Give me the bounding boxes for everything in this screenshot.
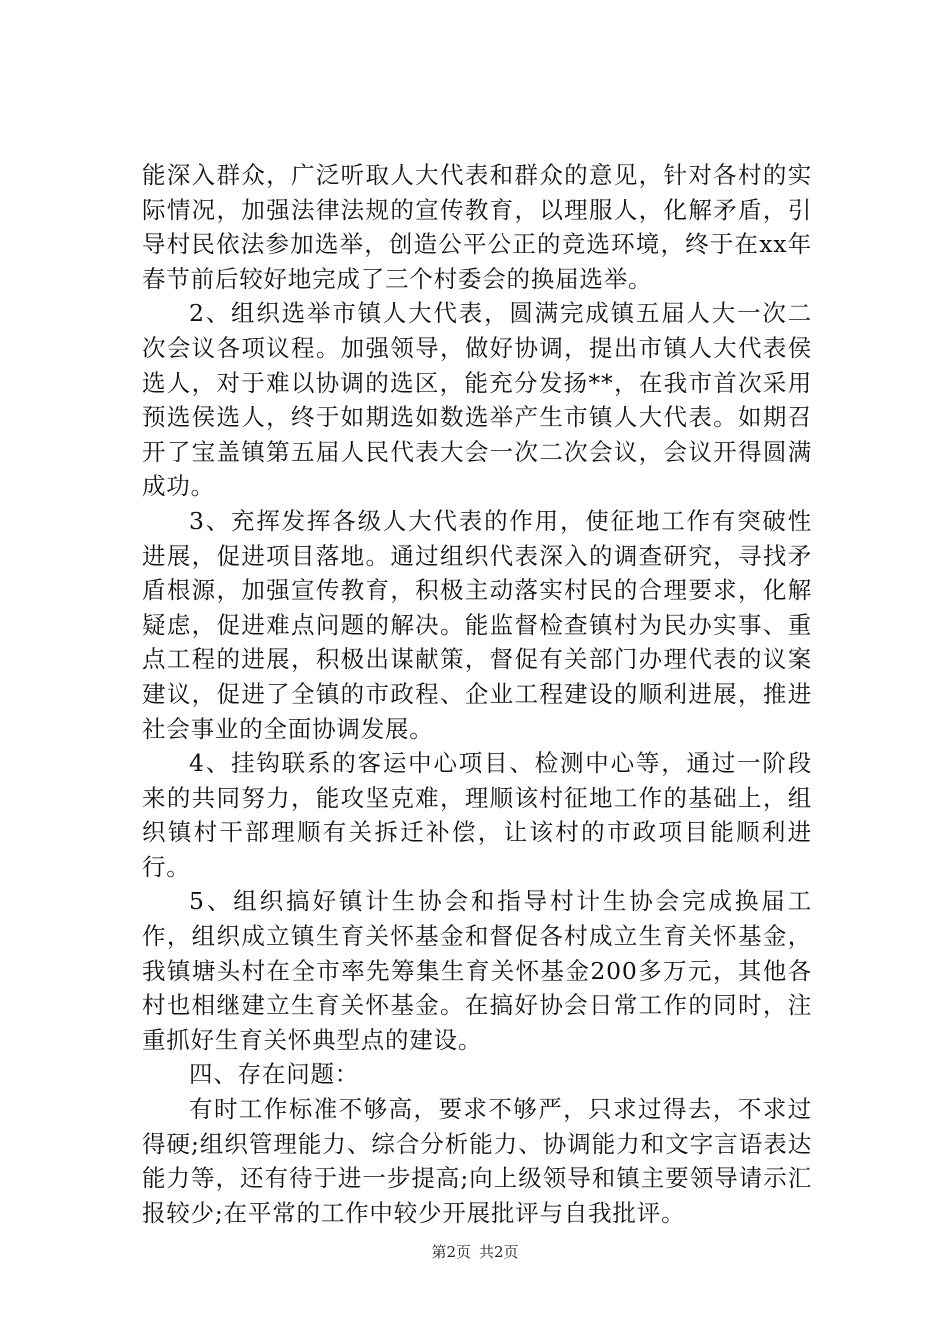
paragraph-item-5: 5、组织搞好镇计生协会和指导村计生协会完成换届工作，组织成立镇生育关怀基金和督促各村成立生育关怀基金，我镇塘头村在全市率先筹集生育关怀基金200多万元，其他各村也相继建立生育关怀基金。在搞好协会日常工作的同时，注重抓好生育关怀典型点的建设。 [142, 887, 812, 1054]
page-total: 共2页 [479, 1243, 519, 1261]
paragraph-item-2: 2、组织选举市镇人大代表，圆满完成镇五届人大一次二次会议各项议程。加强领导，做好协调，提出市镇人大代表侯选人，对于难以协调的选区，能充分发扬**，在我市首次采用预选侯选人，终于如期选如数选举产生市镇人大代表。如期召开了宝盖镇第五届人民代表大会一次二次会议，会议开得圆满成功。 [142, 299, 812, 501]
paragraph-continuation: 能深入群众，广泛听取人大代表和群众的意见，针对各村的实际情况，加强法律法规的宣传教育，以理服人，化解矛盾，引导村民依法参加选举，创造公平公正的竞选环境，终于在xx年春节前后较好地完成了三个村委会的换届选举。 [142, 161, 812, 293]
page-number: 第2页 [431, 1243, 471, 1261]
page-footer [0, 1242, 950, 1262]
paragraph-issues: 有时工作标准不够高，要求不够严，只求过得去，不求过得硬;组织管理能力、综合分析能力、协调能力和文字言语表达能力等，还有待于进一步提高;向上级领导和镇主要领导请示汇报较少;在平常的工作中较少开展批评与自我批评。 [142, 1095, 812, 1227]
paragraph-item-4: 4、挂钩联系的客运中心项目、检测中心等，通过一阶段来的共同努力，能攻坚克难，理顺该村征地工作的基础上，组织镇村干部理顺有关拆迁补偿，让该村的市政项目能顺利进行。 [142, 749, 812, 881]
section-heading-issues: 四、存在问题： [189, 1060, 360, 1089]
document-body [142, 158, 812, 1230]
paragraph-item-3: 3、充挥发挥各级人大代表的作用，使征地工作有突破性进展，促进项目落地。通过组织代表深入的调查研究，寻找矛盾根源，加强宣传教育，积极主动落实村民的合理要求，化解疑虑，促进难点问题的解决。能监督检查镇村为民办实事、重点工程的进展，积极出谋献策，督促有关部门办理代表的议案建议，促进了全镇的市政程、企业工程建设的顺利进展，推进社会事业的全面协调发展。 [142, 506, 812, 743]
